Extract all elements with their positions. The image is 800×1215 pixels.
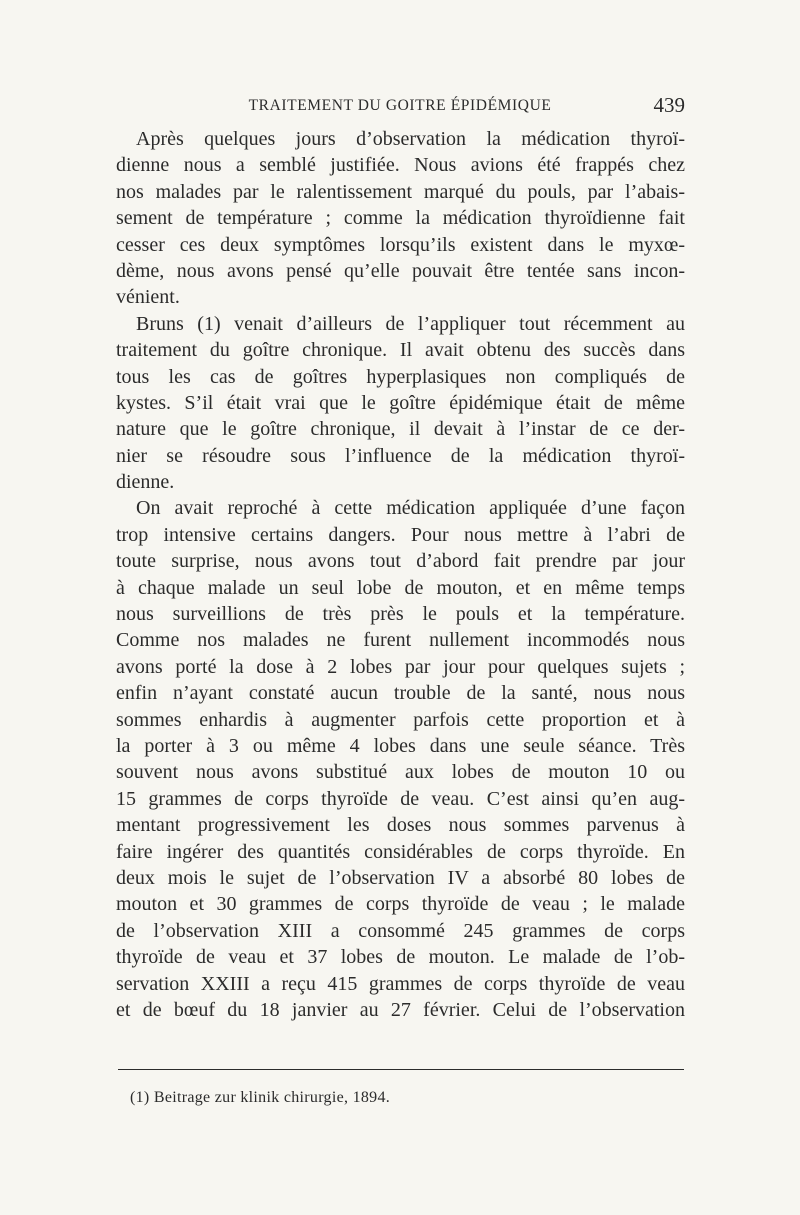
text-line: dème, nous avons pensé qu’elle pouvait être tentée sans incon- bbox=[116, 259, 685, 282]
text-line: kystes. S’il était vrai que le goître épidémique était de même bbox=[116, 391, 685, 414]
text-line: thyroïde de veau et 37 lobes de mouton. Le malade de l’ob- bbox=[116, 946, 685, 969]
text-line: dienne. bbox=[116, 471, 175, 494]
text-line: sommes enhardis à augmenter parfois cette proportion et à bbox=[116, 708, 685, 731]
text-line: 15 grammes de corps thyroïde de veau. C’est ainsi qu’en aug- bbox=[116, 787, 685, 810]
footnote: (1) Beitrage zur klinik chirurgie, 1894. bbox=[130, 1089, 391, 1106]
running-head bbox=[115, 93, 685, 121]
text-line: à chaque malade un seul lobe de mouton, et en même temps bbox=[116, 576, 685, 599]
text-line: avons porté la dose à 2 lobes par jour pour quelques sujets ; bbox=[116, 655, 685, 678]
text-line: deux mois le sujet de l’observation IV a absorbé 80 lobes de bbox=[116, 866, 685, 889]
text-line: enfin n’ayant constaté aucun trouble de la santé, nous nous bbox=[116, 682, 685, 705]
running-title: TRAITEMENT DU GOITRE ÉPIDÉMIQUE bbox=[248, 97, 552, 114]
text-line: nier se résoudre sous l’influence de la médication thyroï- bbox=[116, 444, 685, 467]
text-line: Comme nos malades ne furent nullement incommodés nous bbox=[116, 629, 685, 652]
text-line: trop intensive certains dangers. Pour nous mettre à l’abri de bbox=[116, 523, 685, 546]
body-text bbox=[116, 126, 685, 1023]
text-line: On avait reproché à cette médication appliquée d’une façon bbox=[136, 497, 685, 520]
text-line: Après quelques jours d’observation la médication thyroï- bbox=[136, 128, 685, 150]
text-line: nos malades par le ralentissement marqué du pouls, par l’abais- bbox=[116, 180, 685, 203]
text-line: nous surveillions de très près le pouls et la température. bbox=[116, 603, 685, 626]
page-number: 439 bbox=[653, 93, 685, 117]
text-line: Bruns (1) venait d’ailleurs de l’appliquer tout récemment au bbox=[136, 312, 685, 335]
text-line: dienne nous a semblé justifiée. Nous avions été frappés chez bbox=[116, 154, 685, 177]
text-line: tous les cas de goîtres hyperplasiques non compliqués de bbox=[116, 365, 685, 388]
text-line: et de bœuf du 18 janvier au 27 février. Celui de l’observation bbox=[116, 998, 685, 1021]
text-line: souvent nous avons substitué aux lobes de mouton 10 ou bbox=[116, 761, 685, 784]
text-line: cesser ces deux symptômes lorsqu’ils existent dans le myxœ- bbox=[116, 233, 685, 256]
text-line: toute surprise, nous avons tout d’abord fait prendre par jour bbox=[116, 550, 685, 573]
text-line: vénient. bbox=[116, 286, 180, 309]
text-line: sement de température ; comme la médication thyroïdienne fait bbox=[116, 207, 685, 230]
text-line: mentant progressivement les doses nous sommes parvenus à bbox=[116, 814, 685, 837]
text-line: la porter à 3 ou même 4 lobes dans une seule séance. Très bbox=[116, 734, 685, 757]
text-line: traitement du goître chronique. Il avait obtenu des succès dans bbox=[116, 339, 685, 362]
text-line: de l’observation XIII a consommé 245 grammes de corps bbox=[116, 919, 685, 942]
text-line: servation XXIII a reçu 415 grammes de corps thyroïde de veau bbox=[116, 972, 685, 995]
text-line: nature que le goître chronique, il devait à l’instar de ce der- bbox=[116, 418, 685, 441]
text-line: faire ingérer des quantités considérables de corps thyroïde. En bbox=[116, 840, 685, 863]
footnote-rule bbox=[118, 1069, 684, 1070]
text-line: mouton et 30 grammes de corps thyroïde de veau ; le malade bbox=[116, 893, 685, 916]
